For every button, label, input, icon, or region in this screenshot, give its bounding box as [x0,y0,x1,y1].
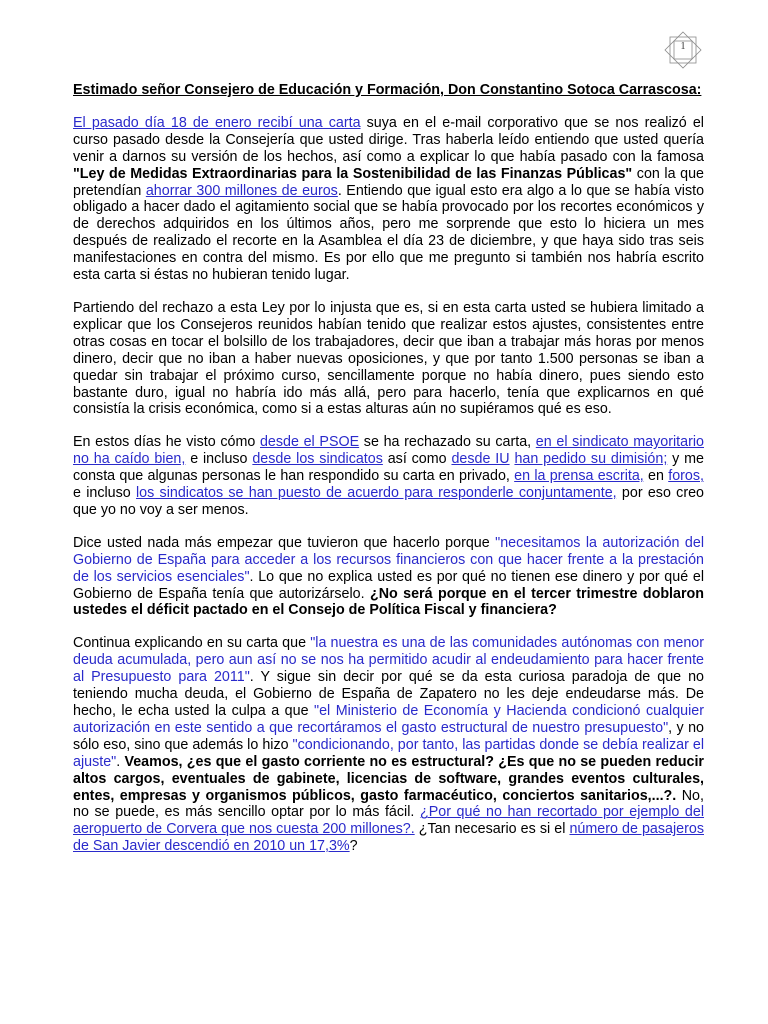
text: se ha rechazado su carta, [359,434,536,451]
text: y me consta que algunas personas le han respondido su carta en privado, [73,451,705,485]
quote: "necesitamos la autorización del Gobierno de España para acceder a los recursos financieros con que hacer frente a la prestación de los servicios esenciales" [73,534,704,585]
paragraph-5 [73,635,704,855]
text: . Y sigue sin decir por qué se da esta curiosa paradoja de que no teniendo mucha deuda, el Gobierno de España de Zapatero no les deje endeudarse más. De hecho, le echa usted la culpa a que [73,669,704,719]
text: ? [349,838,358,855]
quote: "condicionando, por tanto, las partidas donde se debía realizar el ajuste" [73,736,705,770]
text: . Lo que no explica usted es por qué no tienen ese dinero y por qué el Gobierno de España tenía que autorizárselo. [73,568,704,602]
paragraph-2 [73,300,704,418]
bold-question: ¿No será porque en el tercer trimestre doblaron ustedes el déficit pactado en el Consejo de Política Fiscal y financiera? [73,585,705,619]
link-aeropuerto-corvera[interactable]: ¿Por qué no han recortado por ejemplo del aeropuerto de Corvera que nos cuesta 200 millones?. [73,804,705,838]
link-sindicatos[interactable]: desde los sindicatos [252,451,383,468]
text: , y no sólo eso, sino que además lo hizo [73,719,704,753]
page-number-badge [663,30,703,70]
text: con la que pretendían [73,165,704,199]
page-number: 1 [680,41,686,52]
paragraph-3 [73,434,704,519]
text: Partiendo del rechazo a esta Ley por lo injusta que es, si en esta carta usted se hubiera limitado a explicar que los Consejeros reunidos habían tenido que realizar estos ajustes, consistentes entre otras cosas en tocar el bolsillo de los trabajadores, decir que iban a trabajar más horas por menos dinero, decir que no iban a haber nuevas oposiciones, y que por tanto 1.500 personas se iban a quedar sin trabajar el próximo curso, sencillamente porque no había dinero, pues siendo esto bastante duro, igual no habría ido más allá, pero para hacerlo, tenía que explicarnos en qué consistía la crisis económica, como si a estas alturas aún no supiéramos qué es eso. [73,299,704,418]
link-psoe[interactable]: desde el PSOE [259,434,360,451]
text: suya en el e-mail corporativo que se nos realizó el curso pasado desde la Consejería que usted dirige. Tras haberla leído entiendo que usted quería venir a darnos su versión de los hechos, así como a explicar lo que había pasado con la famosa [73,114,704,165]
bold-question: Veamos, ¿es que el gasto corriente no es estructural? ¿Es que no se pueden reducir altos cargos, eventuales de gabinete, licencias de software, grandes eventos culturales, entes, empresas y organismos públicos, gasto farmacéutico, conciertos sanitarios,...?. [73,753,704,804]
text: . Entiendo que igual esto era algo a lo que se había visto obligado a hacer dado el agitamiento social que se había provocado por los recortes económicos y de derechos adquiridos en los últimos años, pero me sorprende que esto lo hiciera un mes después de realizado el recorte en la Asamblea el día 23 de diciembre, y que haya sido tras seis manifestaciones en contra del mismo. Es por ello que me pregunto si también nos habría escrito esta carta si éstas no hubieran tenido lugar. [73,182,705,284]
link-iu[interactable]: desde IU [451,451,510,468]
law-name: "Ley de Medidas Extraordinarias para la Sostenibilidad de las Finanzas Públicas" [73,165,633,182]
link-sindicatos-acuerdo[interactable]: los sindicatos se han puesto de acuerdo para responderle conjuntamente, [136,485,617,502]
text: En estos días he visto cómo [73,434,260,451]
link-prensa[interactable]: en la prensa escrita, [514,468,644,485]
text: Continua explicando en su carta que [73,635,311,652]
text: e incluso [185,451,253,468]
text: por eso creo que yo no voy a ser menos. [73,485,704,518]
link-ahorrar[interactable]: ahorrar 300 millones de euros [145,182,338,199]
text: ¿Tan necesario es si el [414,821,570,838]
text: e incluso [73,485,136,502]
letter-body [73,82,704,871]
paragraph-1 [73,115,704,284]
paragraph-4 [73,535,704,620]
text: Dice usted nada más empezar que tuvieron que hacerlo porque [73,534,496,551]
quote: "la nuestra es una de las comunidades autónomas con menor deuda acumulada, pero aun así no se nos ha permitido acudir al endeudamiento para hacer frente al Presupuesto para 2011" [73,635,704,686]
link-dimision[interactable]: han pedido su dimisión; [514,451,668,468]
text: en [643,468,669,485]
text: así como [382,451,452,468]
text: . [116,753,125,770]
link-sindicato-mayoritario[interactable]: en el sindicato mayoritario no ha caído bien, [73,434,704,468]
link-carta[interactable]: El pasado día 18 de enero recibí una carta [73,114,361,131]
link-pasajeros-san-javier[interactable]: número de pasajeros de San Javier descendió en 2010 un 17,3% [73,821,704,855]
quote: "el Ministerio de Economía y Hacienda condicionó cualquier autorización en este sentido a que recortáramos el gasto estructural de nuestro presupuesto" [73,703,705,736]
letter-salutation: Estimado señor Consejero de Educación y Formación, Don Constantino Sotoca Carrascosa: [73,82,702,98]
text: No, no se puede, es más sencillo optar por lo más fácil. [73,787,704,821]
link-foros[interactable]: foros, [668,468,704,485]
